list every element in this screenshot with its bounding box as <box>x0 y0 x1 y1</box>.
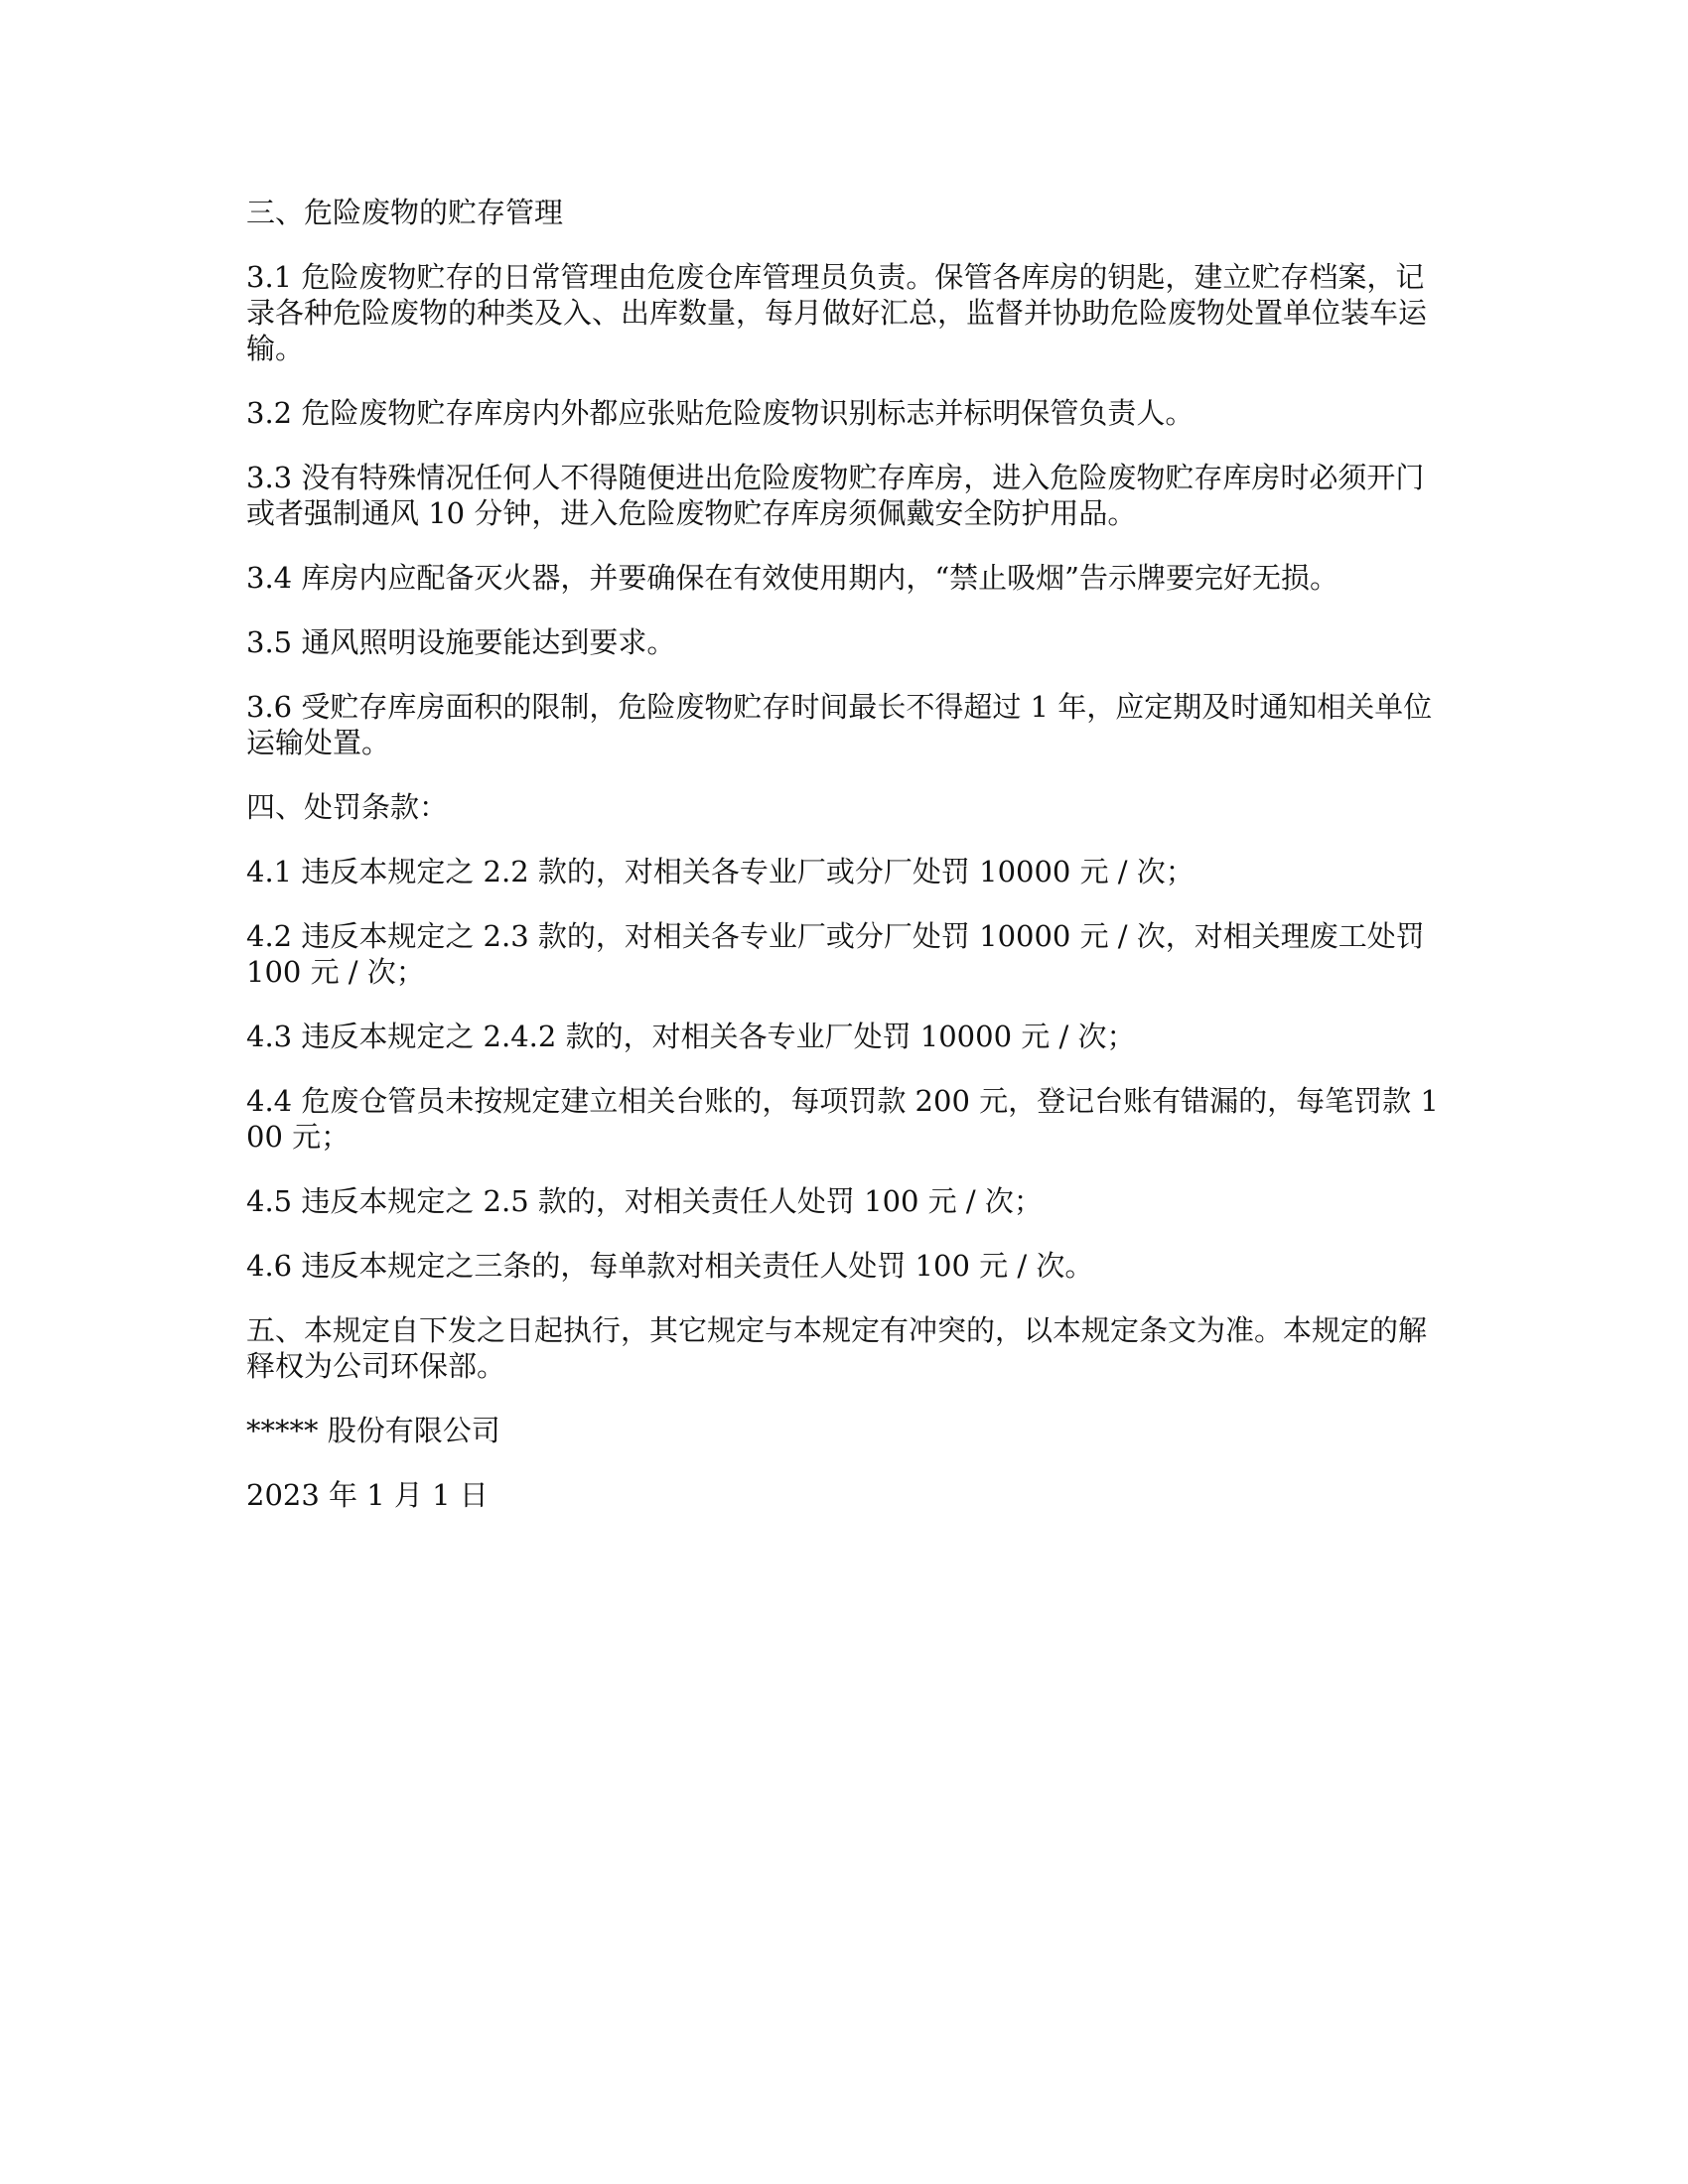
clause-4-5: 4.5 违反本规定之 2.5 款的，对相关责任人处罚 100 元 / 次； <box>246 1184 1043 1218</box>
issue-date: 2023 年 1 月 1 日 <box>246 1478 489 1512</box>
clause-3-1: 3.1 危险废物贮存的日常管理由危废仓库管理员负责。保管各库房的钥匙，建立贮存档案，记录各种危险废物的种类及入、出库数量，每月做好汇总，监督并协助危险废物处置单位装车运输。 <box>246 260 1428 365</box>
clause-4-4: 4.4 危废仓管员未按规定建立相关台账的，每项罚款 200 元，登记台账有错漏的，每笔罚款 100 元； <box>246 1084 1439 1154</box>
clause-3-4: 3.4 库房内应配备灭火器，并要确保在有效使用期内，“禁止吸烟”告示牌要完好无损。 <box>246 561 1338 595</box>
section-4-title: 四、处罚条款： <box>246 790 449 824</box>
clause-4-6: 4.6 违反本规定之三条的，每单款对相关责任人处罚 100 元 / 次。 <box>246 1249 1094 1283</box>
company-name: ***** 股份有限公司 <box>246 1414 500 1447</box>
section-3-title: 三、危险废物的贮存管理 <box>246 196 564 229</box>
clause-3-2: 3.2 危险废物贮存库房内外都应张贴危险废物识别标志并标明保管负责人。 <box>246 396 1195 430</box>
clause-4-1: 4.1 违反本规定之 2.2 款的，对相关各专业厂或分厂处罚 10000 元 / 次； <box>246 855 1195 888</box>
clause-3-5: 3.5 通风照明设施要能达到要求。 <box>246 625 676 659</box>
clause-4-2: 4.2 违反本规定之 2.3 款的，对相关各专业厂或分厂处罚 10000 元 / 次，对相关理废工处罚 100 元 / 次； <box>246 919 1425 989</box>
clause-3-6: 3.6 受贮存库房面积的限制，危险废物贮存时间最长不得超过 1 年，应定期及时通知相关单位运输处置。 <box>246 690 1433 759</box>
clause-3-3: 3.3 没有特殊情况任何人不得随便进出危险废物贮存库房，进入危险废物贮存库房时必须开门或者强制通风 10 分钟，进入危险废物贮存库房须佩戴安全防护用品。 <box>246 461 1425 530</box>
clause-4-3: 4.3 违反本规定之 2.4.2 款的，对相关各专业厂处罚 10000 元 / 次； <box>246 1020 1136 1053</box>
section-5-statement: 五、本规定自下发之日起执行，其它规定与本规定有冲突的，以本规定条文为准。本规定的解释权为公司环保部。 <box>246 1313 1428 1383</box>
document-page <box>246 195 1448 1542</box>
